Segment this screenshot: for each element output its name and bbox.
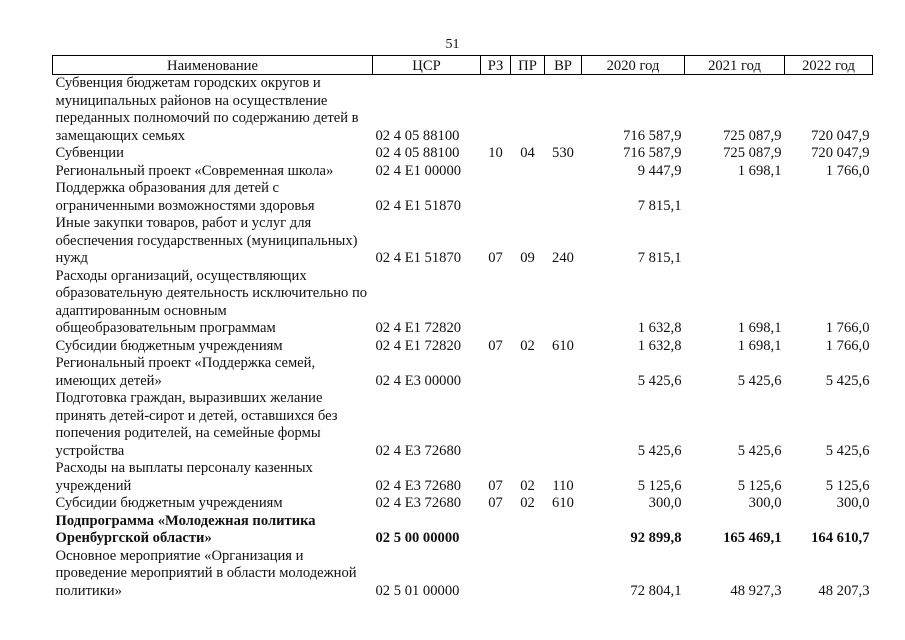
cell-2020: 5 125,6 [637,477,682,494]
cell-2022: 720 047,9 [811,145,870,161]
cell-csr: 02 4 Е3 72680 [375,477,462,494]
cell-2022: 5 425,6 [825,372,870,389]
cell-pr: 09 [520,250,535,266]
cell-2020: 716 587,9 [623,145,682,161]
cell-2022: 300,0 [836,495,870,511]
cell-name: Субвенции [55,145,124,161]
cell-vr [545,180,582,215]
cell-name: Поддержка образования для детей с ограниченными возможностями здоровья [55,180,315,214]
cell-csr: 02 5 00 00000 [375,530,460,546]
header-rz: РЗ [481,56,511,75]
cell-name: Субсидии бюджетным учреждениям [55,337,283,354]
cell-pr: 02 [520,495,535,511]
table-row [53,268,873,338]
cell-2022 [785,180,873,215]
cell-2020: 716 587,9 [623,127,682,144]
cell-2022: 5 125,6 [825,477,870,494]
cell-vr [545,355,582,390]
cell-vr: 110 [552,477,574,494]
cell-name: Расходы на выплаты персоналу казенных учреждений [55,460,313,494]
cell-csr: 02 4 Е1 51870 [375,250,462,266]
cell-pr [511,163,545,181]
cell-2021: 5 425,6 [737,442,782,459]
cell-rz [481,390,511,460]
cell-vr [545,548,582,601]
header-name: Наименование [53,56,373,75]
cell-vr [545,163,582,181]
cell-vr: 610 [552,495,574,511]
cell-vr [545,268,582,338]
cell-2021: 725 087,9 [723,145,782,161]
cell-2021: 725 087,9 [723,127,782,144]
page-number: 51 [445,37,460,52]
cell-pr [511,75,545,146]
cell-2022: 5 425,6 [825,442,870,459]
cell-pr [511,180,545,215]
cell-pr [511,390,545,460]
cell-pr: 04 [520,145,535,161]
table-row [53,163,873,181]
cell-csr: 02 4 Е1 00000 [375,162,462,179]
cell-2020: 300,0 [648,495,682,511]
cell-rz [481,268,511,338]
cell-2021: 165 469,1 [723,530,782,546]
table-row [53,180,873,215]
cell-2021: 1 698,1 [737,320,782,336]
cell-csr: 02 4 05 88100 [375,145,460,161]
cell-2020: 7 815,1 [637,197,682,214]
header-vr: ВР [545,56,582,75]
cell-name: Региональный проект «Современная школа» [55,162,334,179]
cell-csr: 02 5 01 00000 [375,582,460,599]
cell-2020: 92 899,8 [630,530,682,546]
cell-rz: 07 [488,477,503,494]
cell-2022: 1 766,0 [825,320,870,336]
header-2020: 2020 год [582,56,685,75]
cell-name: Подготовка граждан, выразивших желание принять детей-сирот и детей, оставшихся без попечения родителей, на семейные формы устройства [55,390,338,459]
cell-2020: 1 632,8 [637,320,682,336]
cell-pr [511,355,545,390]
cell-2021: 48 927,3 [730,582,782,599]
cell-2022: 164 610,7 [811,530,870,546]
cell-rz [481,548,511,601]
table-row [53,355,873,390]
cell-rz: 07 [488,337,503,354]
cell-name: Региональный проект «Поддержка семей, имеющих детей» [55,355,316,389]
cell-2021: 1 698,1 [737,337,782,354]
budget-table [52,55,873,600]
cell-pr [511,548,545,601]
cell-rz: 10 [488,145,503,161]
cell-vr: 240 [552,250,574,266]
cell-2020: 5 425,6 [637,442,682,459]
cell-pr [511,268,545,338]
header-2021: 2021 год [685,56,785,75]
cell-2021: 5 425,6 [737,372,782,389]
cell-csr: 02 4 Е1 72820 [375,337,462,354]
cell-name: Субсидии бюджетным учреждениям [55,495,283,511]
cell-2022: 1 766,0 [825,162,870,179]
cell-csr: 02 4 Е3 72680 [375,495,462,511]
table-row [53,513,873,548]
cell-2022: 1 766,0 [825,337,870,354]
header-pr: ПР [511,56,545,75]
cell-2022: 720 047,9 [811,127,870,144]
cell-name: Иные закупки товаров, работ и услуг для обеспечения государственных (муниципальных) нужд [55,215,358,266]
cell-csr: 02 4 Е3 00000 [375,372,462,389]
cell-2020: 7 815,1 [637,250,682,266]
cell-vr: 530 [552,145,574,161]
cell-name: Субвенция бюджетам городских округов и муниципальных районов на осуществление переданных полномочий по содержанию детей в замещающих семьях [55,75,359,144]
cell-rz: 07 [488,250,503,266]
table-row [53,390,873,460]
cell-2022 [785,215,873,268]
cell-2021: 300,0 [748,495,782,511]
cell-csr: 02 4 05 88100 [375,127,460,144]
cell-2021: 1 698,1 [737,162,782,179]
table-row [53,145,873,163]
table-row [53,460,873,495]
cell-2021 [685,180,785,215]
cell-name: Основное мероприятие «Организация и проведение мероприятий в области молодежной политики» [55,547,357,599]
cell-pr [511,513,545,548]
cell-2020: 72 804,1 [630,582,682,599]
cell-name: Подпрограмма «Молодежная политика Оренбургской области» [55,512,316,546]
table-header-row [53,56,873,75]
cell-csr: 02 4 Е3 72680 [375,442,462,459]
header-2022: 2022 год [785,56,873,75]
cell-2021 [685,215,785,268]
cell-2020: 9 447,9 [637,162,682,179]
cell-rz: 07 [488,495,503,511]
table-row [53,75,873,146]
cell-rz [481,355,511,390]
table-row [53,338,873,356]
cell-vr [545,75,582,146]
table-row [53,215,873,268]
table-row [53,548,873,601]
cell-pr: 02 [520,477,535,494]
cell-rz [481,163,511,181]
cell-name: Расходы организаций, осуществляющих образовательную деятельность исключительно по адаптированным основным общеобразовательным программам [55,267,368,336]
cell-vr [545,390,582,460]
cell-rz [481,75,511,146]
cell-csr: 02 4 Е1 51870 [375,197,462,214]
cell-csr: 02 4 Е1 72820 [375,320,462,336]
cell-pr: 02 [520,337,535,354]
table-row [53,495,873,513]
cell-2022: 48 207,3 [818,582,870,599]
cell-2020: 5 425,6 [637,372,682,389]
cell-2021: 5 125,6 [737,477,782,494]
cell-rz [481,180,511,215]
cell-vr: 610 [552,337,574,354]
cell-vr [545,513,582,548]
cell-rz [481,513,511,548]
header-csr: ЦСР [373,56,481,75]
cell-2020: 1 632,8 [637,337,682,354]
